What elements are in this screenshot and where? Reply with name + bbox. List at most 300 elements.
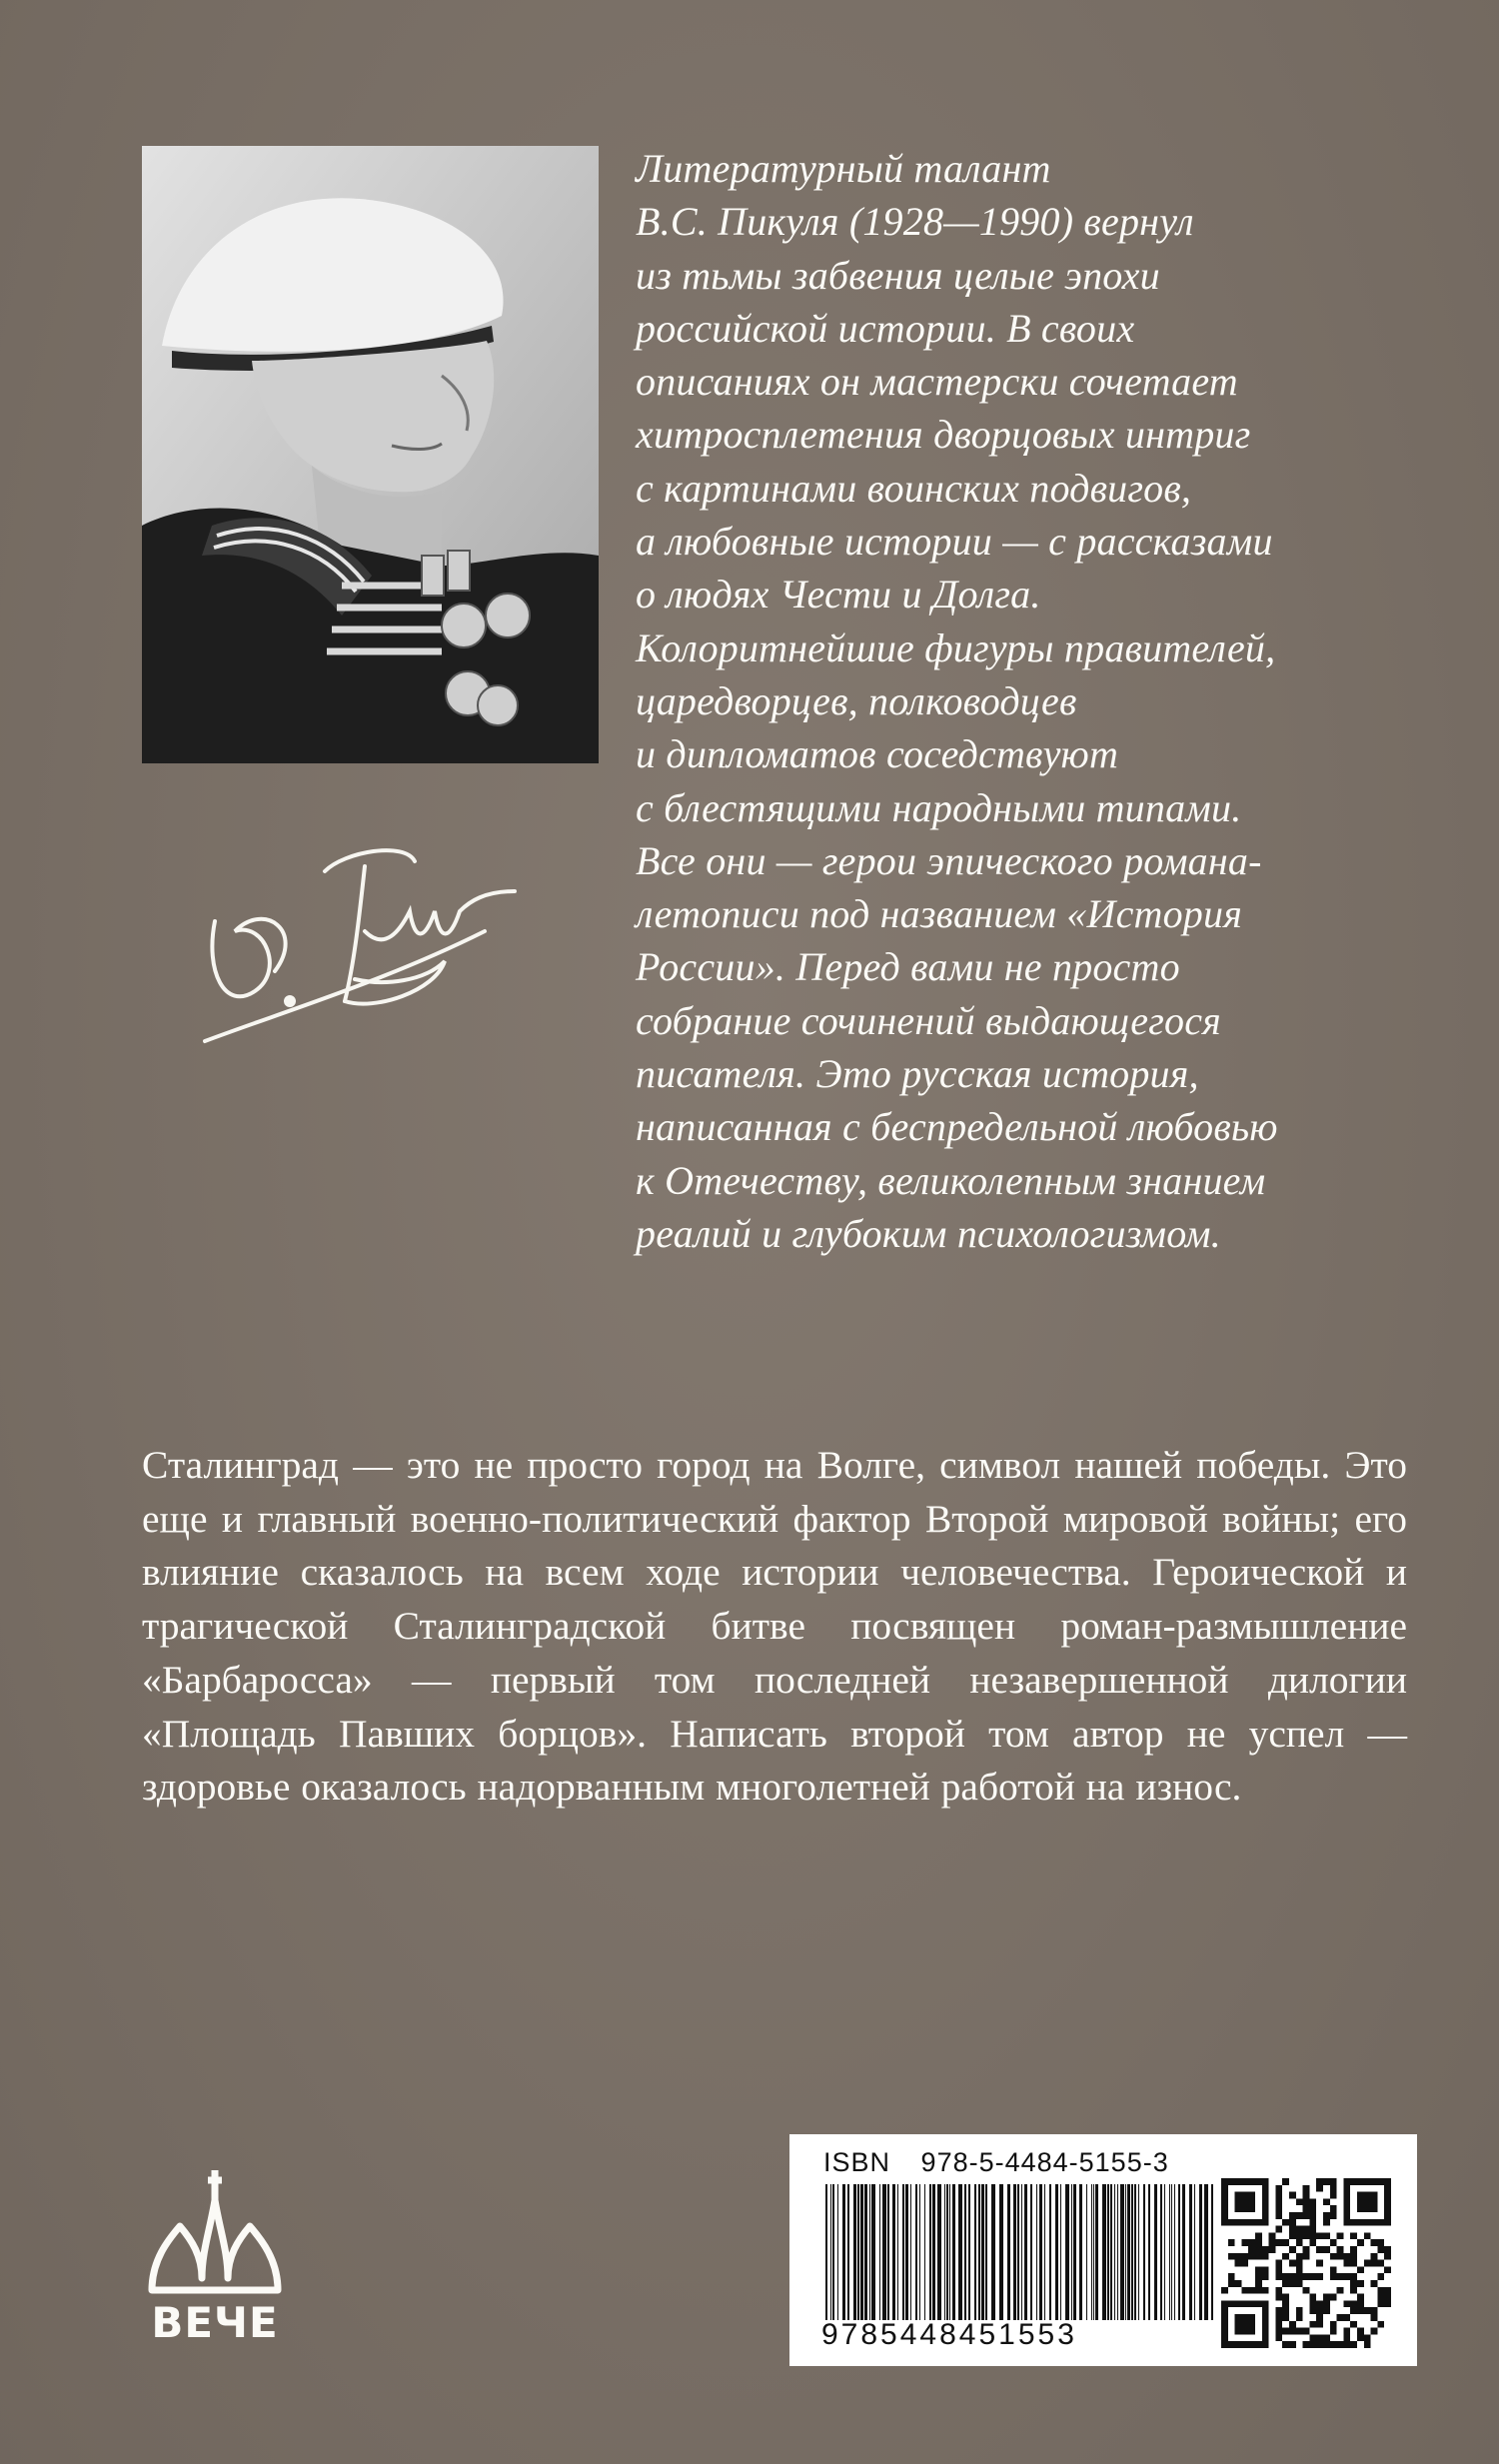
author-blurb: Литературный талант В.С. Пикуля (1928—1990) вернул из тьмы забвения целые эпохи российской истории. В своих описаниях он мастерски сочетает хитросплетения дворцовых интриг с картинами воинских подвигов, а любовные истории — с рассказами о людях Чести и Долга. Колоритнейшие фигуры правителей, царедворцев, полководцев и дипломатов соседствуют с блестящими народными типами. Все они — герои эпического романа- летописи под названием «История России». Перед вами не просто собрание сочинений выдающегося писателя. Это русская история, написанная с беспредельной любовью к Отечеству, великолепным знанием реалий и глубоким психологизмом.: [636, 146, 1278, 1256]
qr-module: [1316, 2314, 1323, 2321]
qr-module: [1330, 2273, 1337, 2280]
qr-module: [1357, 2192, 1377, 2212]
isbn-line: [823, 2147, 1217, 2178]
barcode-bar: [1148, 2184, 1150, 2320]
barcode-bar: [1093, 2184, 1094, 2320]
barcode-bar: [1039, 2184, 1042, 2320]
qr-module: [1350, 2273, 1357, 2280]
qr-module: [1364, 2307, 1371, 2314]
barcode-bar: [902, 2184, 904, 2320]
qr-module: [1289, 2260, 1296, 2267]
qr-module: [1330, 2321, 1337, 2328]
barcode-bar: [1169, 2184, 1170, 2320]
qr-module: [1248, 2287, 1255, 2294]
qr-module: [1337, 2273, 1344, 2280]
qr-module: [1309, 2232, 1316, 2239]
qr-module: [1303, 2232, 1310, 2239]
barcode-bar: [999, 2184, 1003, 2320]
qr-module: [1262, 2287, 1269, 2294]
qr-module: [1303, 2212, 1310, 2219]
barcode-bar: [1079, 2184, 1082, 2320]
qr-module: [1289, 2212, 1296, 2219]
qr-module: [1303, 2205, 1310, 2212]
barcode-bar: [1189, 2184, 1192, 2320]
qr-module: [1269, 2232, 1276, 2239]
qr-module: [1323, 2212, 1330, 2219]
qr-module: [1235, 2253, 1242, 2260]
qr-module: [1357, 2328, 1364, 2335]
isbn-number: 978-5-4484-5155-3: [920, 2147, 1169, 2177]
barcode-bar: [1021, 2184, 1022, 2320]
qr-module: [1296, 2198, 1303, 2205]
barcode-bar: [946, 2184, 948, 2320]
barcode-bar: [842, 2184, 845, 2320]
qr-module: [1350, 2260, 1357, 2267]
qr-module: [1323, 2178, 1330, 2185]
qr-module: [1309, 2273, 1316, 2280]
barcode-bar: [1095, 2184, 1098, 2320]
qr-module: [1357, 2334, 1364, 2341]
qr-module: [1255, 2266, 1262, 2273]
barcode-bar: [1171, 2184, 1172, 2320]
qr-module: [1303, 2341, 1310, 2348]
barcode-bar: [879, 2184, 880, 2320]
qr-module: [1303, 2328, 1310, 2335]
qr-module: [1330, 2192, 1337, 2199]
qr-module: [1316, 2246, 1323, 2253]
qr-module: [1323, 2198, 1330, 2205]
qr-module: [1296, 2266, 1303, 2273]
qr-module: [1282, 2307, 1289, 2314]
qr-module: [1364, 2334, 1371, 2341]
barcode-bar: [1110, 2184, 1112, 2320]
qr-module: [1364, 2232, 1371, 2239]
barcode-bar: [892, 2184, 895, 2320]
qr-module: [1323, 2334, 1330, 2341]
qr-module: [1282, 2219, 1289, 2226]
qr-module: [1275, 2321, 1282, 2328]
barcode-bar: [949, 2184, 950, 2320]
qr-module: [1316, 2232, 1323, 2239]
qr-module: [1275, 2205, 1282, 2212]
qr-module: [1377, 2300, 1384, 2307]
barcode-bar: [1013, 2184, 1016, 2320]
qr-module: [1303, 2246, 1310, 2253]
qr-module: [1330, 2294, 1337, 2301]
barcode-bar: [830, 2184, 831, 2320]
qr-module: [1309, 2205, 1316, 2212]
qr-module: [1316, 2334, 1323, 2341]
qr-module: [1269, 2239, 1276, 2246]
barcode-bar: [1049, 2184, 1051, 2320]
qr-module: [1296, 2314, 1303, 2321]
barcode-bar: [1131, 2184, 1133, 2320]
qr-module: [1330, 2266, 1337, 2273]
qr-module: [1228, 2239, 1235, 2246]
qr-module: [1275, 2314, 1282, 2321]
barcode-bar: [871, 2184, 875, 2320]
qr-module: [1323, 2341, 1330, 2348]
qr-module: [1235, 2192, 1255, 2212]
barcode-bar: [944, 2184, 945, 2320]
qr-module: [1309, 2226, 1316, 2233]
barcode-bar: [924, 2184, 925, 2320]
qr-module: [1275, 2192, 1282, 2199]
qr-module: [1371, 2328, 1378, 2335]
qr-module: [1330, 2239, 1337, 2246]
barcode-bar: [825, 2184, 827, 2320]
qr-module: [1275, 2226, 1282, 2233]
qr-module: [1235, 2314, 1255, 2334]
qr-module: [1275, 2266, 1282, 2273]
author-photo: [142, 146, 599, 763]
barcode-bar: [1086, 2184, 1087, 2320]
qr-module: [1323, 2307, 1330, 2314]
qr-module: [1289, 2219, 1296, 2226]
qr-module: [1309, 2198, 1316, 2205]
barcode-bar: [981, 2184, 984, 2320]
qr-module: [1303, 2185, 1310, 2192]
qr-module: [1343, 2328, 1350, 2335]
qr-module: [1309, 2334, 1316, 2341]
qr-module: [1377, 2239, 1384, 2246]
qr-module: [1275, 2307, 1282, 2314]
qr-module: [1296, 2273, 1303, 2280]
qr-module: [1330, 2328, 1337, 2335]
qr-module: [1316, 2273, 1323, 2280]
barcode-bar: [1114, 2184, 1115, 2320]
qr-module: [1289, 2273, 1296, 2280]
publisher-name: ВЕЧЕ: [151, 2298, 279, 2347]
qr-module: [1275, 2185, 1282, 2192]
qr-module: [1248, 2239, 1255, 2246]
qr-module: [1330, 2178, 1337, 2185]
barcode-bar: [1204, 2184, 1208, 2320]
barcode-bar: [1211, 2184, 1213, 2320]
barcode-bar: [1065, 2184, 1069, 2320]
qr-module: [1309, 2307, 1316, 2314]
qr-module: [1384, 2287, 1391, 2294]
qr-module: [1323, 2300, 1330, 2307]
qr-module: [1289, 2246, 1296, 2253]
barcode-digits: 9785448451553: [821, 2318, 1077, 2351]
qr-module: [1343, 2300, 1350, 2307]
qr-module: [1371, 2253, 1378, 2260]
qr-module: [1350, 2341, 1357, 2348]
qr-module: [1275, 2273, 1282, 2280]
barcode-bar: [1060, 2184, 1061, 2320]
qr-module: [1377, 2287, 1384, 2294]
qr-module: [1343, 2260, 1350, 2267]
qr-module: [1296, 2307, 1303, 2314]
qr-module: [1255, 2273, 1262, 2280]
qr-module: [1262, 2246, 1269, 2253]
qr-module: [1343, 2253, 1350, 2260]
barcode-bar: [964, 2184, 966, 2320]
qr-module: [1221, 2287, 1228, 2294]
qr-module: [1309, 2239, 1316, 2246]
qr-module: [1384, 2294, 1391, 2301]
qr-module: [1384, 2253, 1391, 2260]
qr-module: [1235, 2260, 1242, 2267]
barcode-bar: [1071, 2184, 1072, 2320]
barcode-bar: [1134, 2184, 1136, 2320]
qr-module: [1275, 2260, 1282, 2267]
barcode-bar: [1102, 2184, 1106, 2320]
qr-module: [1316, 2260, 1323, 2267]
qr-module: [1364, 2341, 1371, 2348]
qr-module: [1255, 2232, 1262, 2239]
qr-module: [1343, 2273, 1350, 2280]
barcode-bar: [968, 2184, 970, 2320]
qr-module: [1364, 2260, 1371, 2267]
qr-module: [1384, 2266, 1391, 2273]
barcode-bar: [1125, 2184, 1126, 2320]
barcode-bar: [929, 2184, 931, 2320]
qr-module: [1309, 2212, 1316, 2219]
qr-module: [1303, 2273, 1310, 2280]
qr-module: [1228, 2253, 1235, 2260]
qr-module: [1289, 2341, 1296, 2348]
qr-module: [1282, 2341, 1289, 2348]
qr-module: [1371, 2239, 1378, 2246]
qr-module: [1282, 2300, 1289, 2307]
qr-module: [1275, 2212, 1282, 2219]
author-signature: [185, 811, 555, 1051]
qr-module: [1296, 2328, 1303, 2335]
qr-module: [1289, 2328, 1296, 2335]
qr-module: [1350, 2253, 1357, 2260]
qr-module: [1296, 2226, 1303, 2233]
qr-module: [1343, 2314, 1350, 2321]
qr-module: [1282, 2294, 1289, 2301]
qr-module: [1282, 2328, 1289, 2335]
qr-module: [1350, 2280, 1357, 2287]
qr-module: [1282, 2314, 1289, 2321]
qr-module: [1262, 2253, 1269, 2260]
qr-module: [1309, 2321, 1316, 2328]
qr-module: [1255, 2287, 1262, 2294]
barcode-bar: [910, 2184, 911, 2320]
qr-module: [1248, 2246, 1255, 2253]
qr-module: [1337, 2253, 1344, 2260]
qr-module: [1357, 2300, 1364, 2307]
qr-module: [1282, 2178, 1289, 2185]
barcode-bar: [991, 2184, 995, 2320]
qr-module: [1303, 2287, 1310, 2294]
qr-module: [1296, 2232, 1303, 2239]
qr-module: [1377, 2273, 1384, 2280]
barcode-bar: [832, 2184, 834, 2320]
qr-module: [1350, 2287, 1357, 2294]
barcode-bar: [1120, 2184, 1124, 2320]
qr-module: [1371, 2260, 1378, 2267]
qr-module: [1309, 2341, 1316, 2348]
qr-module: [1282, 2280, 1289, 2287]
qr-module: [1255, 2253, 1262, 2260]
barcode-bar: [1127, 2184, 1130, 2320]
qr-module: [1350, 2321, 1357, 2328]
qr-module: [1350, 2246, 1357, 2253]
qr-module: [1269, 2246, 1276, 2253]
qr-module: [1357, 2294, 1364, 2301]
qr-module: [1384, 2246, 1391, 2253]
qr-module: [1323, 2294, 1330, 2301]
qr-module: [1241, 2287, 1248, 2294]
qr-module: [1330, 2253, 1337, 2260]
barcode-bar: [1199, 2184, 1202, 2320]
barcode-bar: [1007, 2184, 1010, 2320]
qr-module: [1296, 2280, 1303, 2287]
qr-code-icon: [1221, 2178, 1391, 2348]
book-description: Сталинград — это не просто город на Волге, символ нашей победы. Это еще и главный военно-политический фактор Второй мировой войны; его влияние сказалось на всем ходе истории человечества. Героической и трагической Сталинградской битве посвящен роман-размышление «Барбаросса» — первый том последней незавершенной дилогии «Площадь Павших борцов». Написать второй том автор не успел — здоровье оказалось надорванным многолетней работой на износ.: [142, 1443, 1407, 1810]
qr-module: [1350, 2232, 1357, 2239]
qr-module: [1371, 2314, 1378, 2321]
qr-module: [1350, 2307, 1357, 2314]
barcode-bar: [1178, 2184, 1180, 2320]
qr-module: [1275, 2239, 1282, 2246]
qr-module: [1275, 2287, 1282, 2294]
qr-module: [1282, 2273, 1289, 2280]
barcode-bar: [864, 2184, 867, 2320]
barcode-bar: [1160, 2184, 1162, 2320]
barcode-bar: [860, 2184, 863, 2320]
qr-module: [1296, 2253, 1303, 2260]
barcode-bar: [1117, 2184, 1118, 2320]
barcode-bar: [1143, 2184, 1145, 2320]
qr-module: [1241, 2239, 1248, 2246]
qr-module: [1337, 2341, 1344, 2348]
qr-module: [1330, 2185, 1337, 2192]
qr-module: [1228, 2273, 1235, 2280]
qr-module: [1377, 2260, 1384, 2267]
qr-module: [1241, 2260, 1248, 2267]
barcode-bar: [974, 2184, 976, 2320]
qr-module: [1296, 2212, 1303, 2219]
qr-module: [1289, 2280, 1296, 2287]
barcode-bar: [1044, 2184, 1045, 2320]
qr-module: [1235, 2280, 1242, 2287]
qr-module: [1323, 2246, 1330, 2253]
barcode-bar: [887, 2184, 889, 2320]
barcode-bar: [1017, 2184, 1019, 2320]
barcode-bar: [1107, 2184, 1109, 2320]
qr-module: [1262, 2273, 1269, 2280]
qr-module: [1289, 2321, 1296, 2328]
qr-module: [1371, 2280, 1378, 2287]
qr-module: [1255, 2280, 1262, 2287]
barcode-bar: [853, 2184, 856, 2320]
qr-module: [1377, 2246, 1384, 2253]
barcode-bar: [1138, 2184, 1139, 2320]
qr-module: [1303, 2253, 1310, 2260]
barcode-bar: [958, 2184, 962, 2320]
barcode-bar: [857, 2184, 859, 2320]
qr-module: [1275, 2328, 1282, 2335]
qr-module: [1316, 2185, 1323, 2192]
barcode-bar: [985, 2184, 987, 2320]
qr-module: [1309, 2300, 1316, 2307]
qr-module: [1296, 2239, 1303, 2246]
barcode-bar: [1055, 2184, 1058, 2320]
barcode-bar: [1164, 2184, 1165, 2320]
qr-module: [1343, 2341, 1350, 2348]
qr-module: [1384, 2300, 1391, 2307]
barcode-bar: [915, 2184, 917, 2320]
qr-module: [1303, 2198, 1310, 2205]
qr-module: [1337, 2287, 1344, 2294]
qr-module: [1275, 2198, 1282, 2205]
barcode-bar: [952, 2184, 955, 2320]
qr-module: [1343, 2334, 1350, 2341]
qr-module: [1357, 2307, 1364, 2314]
qr-module: [1330, 2341, 1337, 2348]
qr-module: [1357, 2266, 1364, 2273]
qr-module: [1296, 2260, 1303, 2267]
barcode-bar: [847, 2184, 849, 2320]
barcode-bar: [1030, 2184, 1032, 2320]
qr-module: [1350, 2300, 1357, 2307]
qr-module: [1303, 2192, 1310, 2199]
qr-module: [1255, 2246, 1262, 2253]
barcode-bar: [1036, 2184, 1037, 2320]
qr-module: [1357, 2239, 1364, 2246]
qr-module: [1316, 2307, 1323, 2314]
qr-module: [1248, 2253, 1255, 2260]
qr-module: [1262, 2266, 1269, 2273]
qr-module: [1316, 2321, 1323, 2328]
qr-module: [1282, 2239, 1289, 2246]
qr-module: [1228, 2280, 1235, 2287]
qr-module: [1337, 2246, 1344, 2253]
qr-module: [1282, 2253, 1289, 2260]
qr-module: [1289, 2232, 1296, 2239]
qr-module: [1289, 2192, 1296, 2199]
isbn-label: ISBN: [823, 2147, 891, 2177]
qr-module: [1337, 2232, 1344, 2239]
qr-module: [1241, 2253, 1248, 2260]
barcode-bars: [821, 2184, 1217, 2320]
barcode-bar: [919, 2184, 920, 2320]
qr-module: [1275, 2334, 1282, 2341]
qr-module: [1316, 2341, 1323, 2348]
barcode-bar: [932, 2184, 935, 2320]
barcode-bar: [1091, 2184, 1092, 2320]
qr-module: [1309, 2219, 1316, 2226]
qr-module: [1330, 2212, 1337, 2219]
qr-module: [1377, 2294, 1384, 2301]
qr-module: [1323, 2232, 1330, 2239]
barcode-bar: [978, 2184, 980, 2320]
qr-module: [1309, 2294, 1316, 2301]
barcode-bar: [1073, 2184, 1076, 2320]
qr-module: [1316, 2300, 1323, 2307]
barcode-bar: [1174, 2184, 1175, 2320]
barcode-bar: [869, 2184, 870, 2320]
barcode-bar: [937, 2184, 941, 2320]
qr-module: [1303, 2226, 1310, 2233]
qr-module: [1275, 2294, 1282, 2301]
barcode-bar: [1182, 2184, 1185, 2320]
barcode-bar: [897, 2184, 898, 2320]
qr-module: [1289, 2226, 1296, 2233]
qr-module: [1316, 2178, 1323, 2185]
barcode-bar: [882, 2184, 886, 2320]
qr-module: [1323, 2219, 1330, 2226]
qr-module: [1371, 2307, 1378, 2314]
barcode-bar: [1194, 2184, 1195, 2320]
barcode-bar: [905, 2184, 908, 2320]
